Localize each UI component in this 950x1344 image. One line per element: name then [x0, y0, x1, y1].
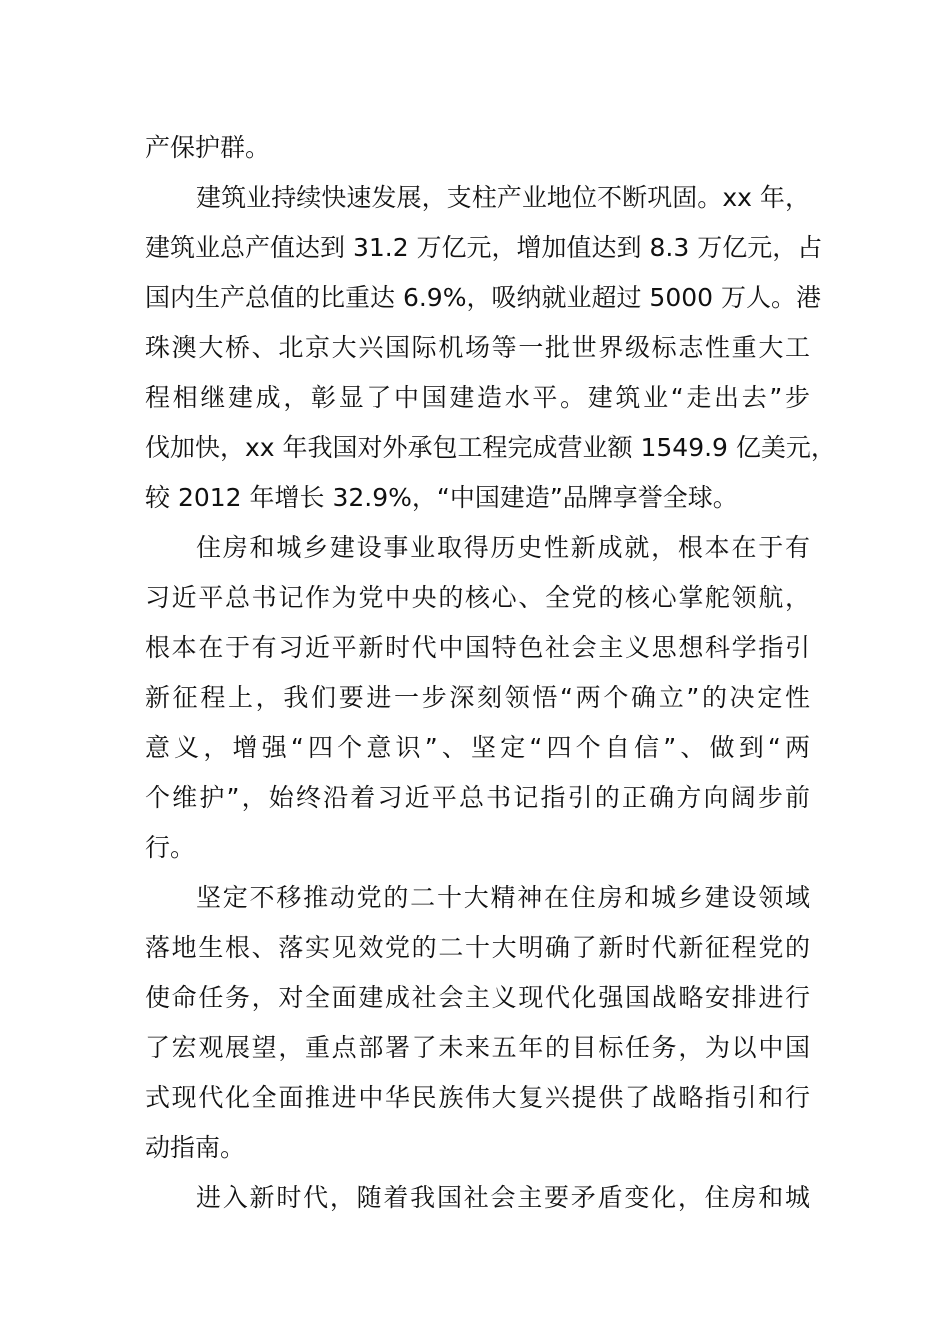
paragraph-first-line: 坚定不移推动党的二十大精神在住房和城乡建设领域	[196, 883, 810, 912]
paragraph-first-line: 建筑业持续快速发展，支柱产业地位不断巩固。xx 年，	[196, 183, 810, 212]
text-line: 伐加快，xx 年我国对外承包工程完成营业额 1549.9 亿美元，	[145, 433, 836, 462]
paragraph-first-line: 住房和城乡建设事业取得历史性新成就，根本在于有	[196, 533, 810, 562]
text-line: 行。	[145, 833, 196, 862]
text-line: 产保护群。	[145, 133, 271, 162]
text-line: 新征程上，我们要进一步深刻领悟“两个确立”的决定性	[145, 683, 810, 712]
text-line: 了宏观展望，重点部署了未来五年的目标任务，为以中国	[145, 1033, 810, 1062]
text-line: 根本在于有习近平新时代中国特色社会主义思想科学指引	[145, 633, 810, 662]
text-line: 建筑业总产值达到 31.2 万亿元，增加值达到 8.3 万亿元，占	[145, 233, 823, 262]
text-line: 使命任务，对全面建成社会主义现代化强国战略安排进行	[145, 983, 810, 1012]
paragraph-first-line: 进入新时代，随着我国社会主要矛盾变化，住房和城	[196, 1183, 810, 1212]
text-line: 动指南。	[145, 1133, 246, 1162]
text-line: 式现代化全面推进中华民族伟大复兴提供了战略指引和行	[145, 1083, 810, 1112]
text-line: 国内生产总值的比重达 6.9%，吸纳就业超过 5000 万人。港	[145, 283, 821, 312]
text-line: 习近平总书记作为党中央的核心、全党的核心掌舵领航，	[145, 583, 810, 612]
text-line: 个维护”，始终沿着习近平总书记指引的正确方向阔步前	[145, 783, 810, 812]
text-line: 珠澳大桥、北京大兴国际机场等一批世界级标志性重大工	[145, 333, 810, 362]
text-line: 程相继建成，彰显了中国建造水平。建筑业“走出去”步	[145, 383, 810, 412]
text-line: 较 2012 年增长 32.9%，“中国建造”品牌享誉全球。	[145, 483, 738, 512]
text-line: 意义，增强“四个意识”、坚定“四个自信”、做到“两	[145, 733, 810, 762]
text-line: 落地生根、落实见效党的二十大明确了新时代新征程党的	[145, 933, 810, 962]
